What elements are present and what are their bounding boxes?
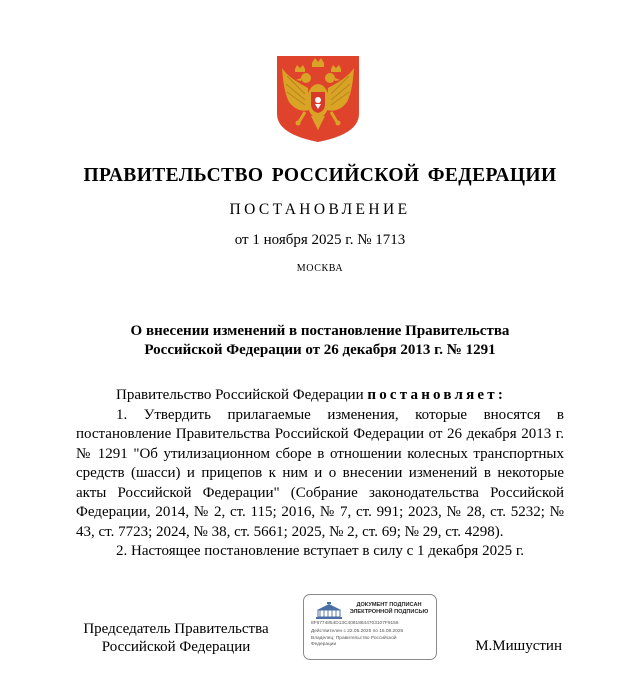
document-body xyxy=(76,386,564,562)
stamp-validity: Действителен с 22.05.2025 по 15.08.2026 xyxy=(311,629,404,634)
document-type: ПОСТАНОВЛЕНИЕ xyxy=(229,201,411,218)
preamble-text: Правительство Российской Федерации xyxy=(116,387,364,403)
stamp-title-line-2: ЭЛЕКТРОННОЙ ПОДПИСЬЮ xyxy=(349,609,429,615)
subject-line-2: Российской Федерации от 26 декабря 2013 г. № 1291 xyxy=(144,342,496,358)
signer-position-line-2: Российской Федерации xyxy=(101,639,251,655)
preamble xyxy=(76,386,564,406)
stamp-certificate: 8F6774854D13C40818844703107F9155 xyxy=(311,621,399,626)
item-2: 2. Настоящее постановление вступает в силу с 1 декабря 2025 г. xyxy=(116,543,525,559)
signer-name: М.Мишустин xyxy=(475,638,562,654)
russian-coat-of-arms-icon xyxy=(275,54,361,144)
stamp-owner-line-2: Федерации xyxy=(311,642,337,647)
stamp-owner-line-1: Владелец: Правительство Российской xyxy=(311,636,397,641)
government-building-icon xyxy=(314,602,344,620)
signer-position-line-1: Председатель Правительства xyxy=(83,621,269,637)
electronic-signature-stamp xyxy=(303,594,437,660)
decree-word: постановляет: xyxy=(367,387,507,403)
subject-line-1: О внесении изменений в постановление Правительства xyxy=(130,323,510,339)
item-1: 1. Утвердить прилагаемые изменения, которые вносятся в постановление Правительства Российской Федерации от 26 декабря 2013 г. № 1291 "Об утилизационном сборе в отношении колесных транспортных средств (шасси) и прицепов к ним и о внесении изменений в некоторые акты Российской Федерации" (Собрание законодательства Российской Федерации, 2014, № 2, ст. 115; 2016, № 7, ст. 991; 2023, № 28, ст. 5232; № 43, ст. 7723; 2024, № 38, ст. 5661; 2025, № 2, ст. 69; № 29, ст. 4298). xyxy=(76,406,564,540)
signer-position xyxy=(76,620,276,656)
document-subject xyxy=(0,322,640,360)
stamp-title-line-1: ДОКУМЕНТ ПОДПИСАН xyxy=(356,602,422,608)
document-city: МОСКВА xyxy=(296,263,344,274)
stamp-title xyxy=(344,602,434,616)
government-title: ПРАВИТЕЛЬСТВО РОССИЙСКОЙ ФЕДЕРАЦИИ xyxy=(83,165,557,186)
document-date-number: от 1 ноября 2025 г. № 1713 xyxy=(234,232,406,248)
